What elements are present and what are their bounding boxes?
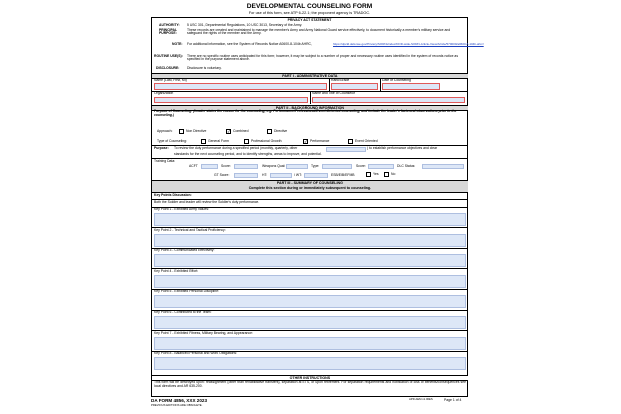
- purpose-text: These records are created and maintained to manage the member's Army and Army National Guard service effectively, to document historically a member's military service and safeguard the rights of the member and the Army.: [187, 27, 451, 36]
- part3-subtitle: Complete this section during or immediately subsequent to counseling.: [248, 186, 372, 190]
- weapons-qual-field[interactable]: [286, 164, 308, 169]
- sorn-link[interactable]: https://dpcld.defense.gov/Privacy/SORNsIndex/DOD-wide-SORN-Article-View/Article/570000/a0600-8-104b-ahrc/: [333, 42, 484, 46]
- weapons-type-label: Type:: [311, 163, 320, 168]
- type-of-counseling-label: Type of Counseling:: [157, 139, 187, 143]
- disclosure-text: Disclosure is voluntary.: [187, 65, 222, 70]
- purpose-instructions: [154, 110, 466, 118]
- purpose-of-counseling-label: Purpose of Counseling:: [154, 109, 193, 113]
- type-event-label: Event Oriented: [355, 138, 378, 143]
- type-general-label: General Form: [208, 138, 229, 143]
- acft-field[interactable]: [201, 164, 218, 169]
- check-icon: ✓: [227, 128, 231, 134]
- purpose-of-counseling-instr: (Leader states the reason for the counseling, e.g. Performance/Professional/Event-Oriented counseling, and include the leader's facts and observations prior to the counseling.): [154, 109, 457, 117]
- essb-yes-checkbox[interactable]: [366, 172, 371, 177]
- authority-text: 5 USC 301, Departmental Regulations, 10 USC 3013, Secretary of the Army.: [187, 23, 303, 27]
- dlc-status-label: DLC Status:: [397, 163, 416, 168]
- type-performance-label: Performance: [310, 138, 330, 143]
- key-point-label: Key Point 6 - Contributed to the Team:: [154, 310, 212, 314]
- key-point-field[interactable]: [154, 337, 466, 350]
- privacy-heading: PRIVACY ACT STATEMENT: [287, 18, 332, 22]
- approach-nondirective-checkbox[interactable]: [179, 129, 184, 134]
- purpose-label: PRINCIPAL PURPOSE:: [159, 27, 177, 36]
- key-point-label: Key Point 8 - Balanced Personal and Work Obligations:: [154, 351, 238, 356]
- ht-label: HT:: [262, 172, 268, 177]
- organization-label: Organization: [154, 91, 174, 95]
- purpose-line-b: ) to establish performance objectives and clear: [367, 146, 438, 150]
- training-data-label: Training Data:: [154, 158, 176, 163]
- weapons-score-field[interactable]: [368, 164, 394, 169]
- approach-directive-checkbox[interactable]: [267, 129, 272, 134]
- form-title: DEVELOPMENTAL COUNSELING FORM: [246, 3, 373, 10]
- approach-nondirective-label: Non Directive: [186, 128, 207, 133]
- key-point-label: Key Point 2 - Technical and Tactical Proficiency:: [154, 227, 226, 232]
- essb-no-checkbox[interactable]: [384, 172, 389, 177]
- approach-directive-label: Directive: [274, 128, 288, 133]
- purpose-line-a: To review the duty performance during a specified period (monthly, quarterly, other: [174, 146, 298, 150]
- gt-score-label: GT Score:: [214, 172, 230, 177]
- key-point-field[interactable]: [154, 357, 466, 370]
- part2-heading: PART II - BACKGROUND INFORMATION: [152, 105, 468, 111]
- date-label: Date of Counseling: [382, 77, 411, 82]
- form-page: [150, 0, 484, 414]
- name-field[interactable]: [154, 83, 327, 90]
- approach-combined-label: Combined: [233, 128, 249, 133]
- key-point-label: Key Point 7 - Exhibited Fitness, Military Bearing, and Appearance:: [154, 330, 253, 335]
- type-general-checkbox[interactable]: [201, 139, 206, 144]
- date-field[interactable]: [382, 83, 440, 90]
- ht-field[interactable]: [270, 173, 292, 178]
- wt-label: / WT:: [294, 172, 302, 177]
- disclosure-label: DISCLOSURE:: [156, 65, 180, 70]
- key-point-field[interactable]: [154, 213, 466, 226]
- note-label: NOTE:: [172, 42, 183, 46]
- form-subtitle: For use of this form, see ATP 6-22.1; the proponent agency is TRADOC.: [248, 11, 371, 15]
- wt-field[interactable]: [304, 173, 328, 178]
- part3-heading: [152, 180, 468, 193]
- form-body: [151, 17, 484, 397]
- weapons-score-label: Score:: [356, 163, 366, 168]
- weapons-qual-label: Weapons Qual:: [262, 163, 286, 168]
- check-icon: ✓: [304, 138, 308, 144]
- page-number: Page 1 of 4: [444, 397, 462, 402]
- dlc-status-field[interactable]: [422, 164, 464, 169]
- key-point-label: Key Point 3 - Communicated Effectively:: [154, 248, 215, 253]
- key-point-label: Key Point 1 - Exhibited Army Values:: [154, 207, 209, 211]
- authority-label: AUTHORITY:: [159, 23, 180, 27]
- key-point-field[interactable]: [154, 295, 466, 308]
- editions-note: PREVIOUS EDITIONS ARE OBSOLETE.: [151, 403, 203, 407]
- acft-label: ACFT: [189, 163, 198, 168]
- other-instructions-text: This form will be destroyed upon: reassignment (other than rehabilitative transfers), separation at ETS, or upon retirement. For separation requirements and notification of loss of benefits/consequences see local directives and AR 635-200.: [154, 380, 466, 388]
- other-period-field[interactable]: [326, 147, 366, 152]
- rank-label: Rank/Grade: [331, 77, 350, 82]
- counselor-label: Name and Title of Counselor: [312, 91, 355, 95]
- purpose-line-label: Purpose:: [154, 146, 169, 150]
- type-performance-checkbox[interactable]: [303, 139, 308, 144]
- key-points-discussion-text: Both the Soldier and leader will review the Soldier's duty performance.: [154, 200, 260, 204]
- key-point-label: Key Point 5 - Exhibited Personal Discipline:: [154, 289, 220, 294]
- routine-label: ROUTINE USE(S):: [154, 53, 183, 58]
- acft-score-field[interactable]: [234, 164, 258, 169]
- part3-title: PART III - SUMMARY OF COUNSELING: [276, 181, 343, 185]
- purpose-line-c: standards for the next counseling period, and to identify strengths, areas to improve, and potential.: [174, 151, 322, 156]
- gt-score-field[interactable]: [234, 173, 258, 178]
- key-point-field[interactable]: [154, 254, 466, 267]
- routine-text: There are no specific routine uses anticipated for this form; however, it may be subject to a number of proper and necessary routine uses identified in the system of records notice as specified in the purpose statement above.: [187, 53, 459, 62]
- note-text: For additional information, see the System of Records Notice A0600-8-104b AHRC,: [187, 42, 312, 46]
- weapons-type-field[interactable]: [322, 164, 352, 169]
- approach-combined-checkbox[interactable]: [226, 129, 231, 134]
- form-id: DA FORM 4856, XXX 2023: [151, 398, 207, 403]
- essb-yes-label: Yes: [373, 172, 379, 176]
- type-event-checkbox[interactable]: [348, 139, 353, 144]
- key-points-discussion-label: Key Points Discussion:: [154, 193, 192, 197]
- key-point-field[interactable]: [154, 234, 466, 247]
- type-professional-label: Professional Growth: [251, 138, 282, 143]
- organization-field[interactable]: [154, 97, 308, 104]
- key-point-field[interactable]: [154, 316, 466, 329]
- rank-field[interactable]: [331, 83, 378, 90]
- essb-no-label: No: [391, 172, 396, 176]
- acft-score-label: Score:: [221, 163, 231, 168]
- essb-label: ESB/EIB/EFMB: [331, 172, 355, 177]
- key-point-field[interactable]: [154, 275, 466, 288]
- key-point-label: Key Point 4 - Exhibited Effort:: [154, 268, 199, 273]
- part1-heading: PART I - ADMINISTRATIVE DATA: [152, 73, 468, 79]
- approach-label: Approach:: [157, 129, 173, 133]
- other-instructions-heading: OTHER INSTRUCTIONS: [152, 375, 468, 381]
- apd-version: APD AEM v1.00ES: [409, 397, 433, 401]
- type-professional-checkbox[interactable]: [244, 139, 249, 144]
- counselor-field[interactable]: [312, 97, 465, 104]
- name-label: Name (Last, First, MI): [154, 77, 187, 82]
